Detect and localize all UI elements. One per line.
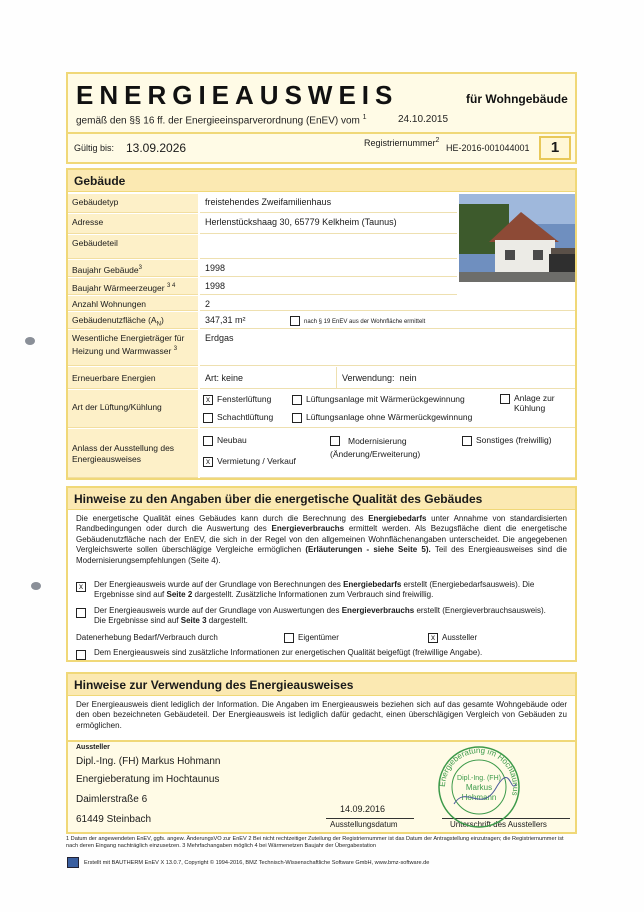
area-note-checkbox[interactable] <box>290 316 300 326</box>
certificate-title-suffix: für Wohngebäude <box>466 92 568 106</box>
usable-area-row <box>200 312 575 329</box>
registration-number: HE-2016-001044001 <box>446 143 530 153</box>
vent-window[interactable]: x Fensterlüftung <box>203 394 271 405</box>
reason-modernization[interactable]: Modernisierung (Änderung/Erweiterung) <box>330 436 421 459</box>
renewables-type-value: keine <box>221 373 244 383</box>
issuer-label: Aussteller <box>76 744 110 751</box>
usable-area-value: 347,31 m² <box>205 315 246 325</box>
heater-year-value: 1998 <box>200 278 457 295</box>
building-section <box>66 168 577 480</box>
renewables-label: Erneuerbare Energien <box>68 367 198 389</box>
building-type-label: Gebäudetyp <box>68 194 198 213</box>
renewables-divider <box>336 367 337 389</box>
renewables-row <box>200 367 575 389</box>
issuer-block <box>66 742 577 834</box>
signature-label: Unterschrift des Ausstellers <box>450 820 547 829</box>
issuer-city: 61449 Steinbach <box>76 814 152 825</box>
heater-year-label: Baujahr Wärmeerzeuger $^{3 4}$ <box>68 278 198 295</box>
software-logo-icon <box>67 857 79 868</box>
data-collection-label: Datenerhebung Bedarf/Verbrauch durch <box>76 633 218 642</box>
usage-text: Der Energieausweis dient lediglich der Information. Die Angaben im Energieausweis beziehen sich auf das gesamte Wohngebäude oder den oben bezeichneten Gebäudeteil. Der Energieausweis ist lediglich dafür gedacht, einen überschlägigen Vergleich von Gebäuden zu ermöglichen. <box>76 700 567 730</box>
stamp-name-1: Dipl.-Ing. (FH) <box>457 775 501 782</box>
construction-year-label: Baujahr Gebäude$^3$ <box>68 260 198 277</box>
stamp-name-2: Markus <box>465 783 493 792</box>
address-label: Adresse <box>68 214 198 234</box>
issue-date-line <box>326 818 414 819</box>
certificate-title: ENERGIEAUSWEIS <box>76 80 399 110</box>
units-value: 2 <box>200 296 575 311</box>
vent-cooling[interactable]: Anlage zur Kühlung <box>500 393 570 413</box>
building-type-value: freistehendes Zweifamilienhaus <box>200 194 457 213</box>
usage-title: Hinweise zur Verwendung des Energieausweises <box>68 674 575 696</box>
enev-date: 24.10.2015 <box>398 114 449 125</box>
certificate-header <box>66 72 577 134</box>
issue-date: 14.09.2016 <box>340 804 386 814</box>
hints-section: Hinweise zu den Angaben über die energetische Qualität des Gebäudes Die energetische Qualität eines Gebäudes kann durch die Berechnung des Energiebedarfs unter Annahme von standardisierten Randbedingungen oder durch die Auswertung des Energieverbrauchs ermittelt werden. Als Bezugsfläche dient die energetische Gebäudenutzfläche nach der EnEV, die sich in der Regel von den allgemeinen Wohnflächenangaben unterscheidet. Die angegebenen Vergleichswerte sollen überschlägige Vergleiche ermöglichen (Erläuterungen - siehe Seite 5). Teil des Energieausweises sind die Modernisierungsempfehlungen (Seite 4). x Der Energieausweis wurde auf der Grundlage von Berechnungen des Energiebedarfs erstellt (Energiebedarfsausweis). Die Ergebnisse sind auf Seite 2 dargestellt. Zusätzliche Informationen zum Verbrauch sind freiwillig. Der Energieausweis wurde auf der Grundlage von Auswertungen des Energieverbrauchs erstellt (Energieverbrauchsausweis). Die Ergebnisse sind auf Seite 3 dargestellt. Datenerhebung Bedarf/Verbrauch durch Eigentümer x Aussteller Dem Energieausweis sind zusätzliche Informationen zur energetischen Qualität beigefügt (freiwillige Angabe). <box>66 486 577 662</box>
building-part-value <box>200 235 457 259</box>
usage-section <box>66 672 577 742</box>
reason-rent-sale[interactable]: x Vermietung / Verkauf <box>203 456 296 467</box>
stamp-ring-text: Energieberatung im Hochtaunus <box>437 745 521 797</box>
ventilation-options <box>200 390 575 428</box>
valid-until-value: 13.09.2026 <box>126 141 187 155</box>
stamp-name-3: Hohmann <box>461 793 497 802</box>
vent-shaft[interactable]: Schachtlüftung <box>203 412 273 423</box>
vent-without-recovery[interactable]: Lüftungsanlage ohne Wärmerückgewinnung <box>292 412 472 423</box>
issue-reason-options <box>200 429 575 478</box>
renewables-use: Verwendung: nein <box>342 373 417 383</box>
building-section-title: Gebäude <box>68 170 575 192</box>
units-label: Anzahl Wohnungen <box>68 296 198 311</box>
area-note: nach § 19 EnEV aus der Wohnfläche ermittelt <box>290 315 425 326</box>
address-value: Herlenstückshaag 30, 65779 Kelkheim (Taunus) <box>200 214 457 234</box>
data-issuer[interactable]: x Aussteller <box>428 633 477 643</box>
issuer-name: Dipl.-Ing. (FH) Markus Hohmann <box>76 756 221 767</box>
issuer-street: Daimlerstraße 6 <box>76 794 148 805</box>
issuer-company: Energieberatung im Hochtaunus <box>76 774 220 785</box>
punch-hole-top <box>25 337 35 345</box>
issuer-stamp <box>436 744 522 830</box>
issue-reason-label: Anlass der Ausstellung des Energieausweises <box>68 429 198 478</box>
vent-with-recovery[interactable]: Lüftungsanlage mit Wärmerückgewinnung <box>292 394 465 405</box>
registration-label: Registriernummer$^2$ <box>364 137 440 148</box>
validity-row <box>66 134 577 164</box>
punch-hole-bottom <box>31 582 41 590</box>
valid-until-label: Gültig bis: <box>74 143 115 153</box>
reason-other[interactable]: Sonstiges (freiwillig) <box>462 435 552 446</box>
building-photo <box>459 194 575 282</box>
construction-year-value: 1998 <box>200 260 457 277</box>
issue-date-label: Ausstellungsdatum <box>330 820 398 829</box>
certificate-subtitle: gemäß den §§ 16 ff. der Energieeinsparverordnung (EnEV) vom $^1$ <box>76 114 367 127</box>
energy-carrier-value: Erdgas <box>200 330 575 366</box>
footnotes: 1 Datum der angewendeten EnEV, ggfs. angew. ÄnderungsVO zur EnEV 2 Bei nicht rechtzeitiger Zuteilung der Registriernummer ist das Datum der Antragstellung einzutragen; die Registriernummer ist nach deren Eingang nachträglich einzusetzen. 3 Mehrfachangaben möglich 4 bei Wärmenetzen Baujahr der Übergabestation <box>66 836 564 849</box>
reason-new-build[interactable]: Neubau <box>203 435 247 446</box>
data-owner[interactable]: Eigentümer <box>284 633 339 643</box>
hints-title: Hinweise zu den Angaben über die energetische Qualität des Gebäudes <box>68 488 575 510</box>
software-credit: Erstellt mit BAUTHERM EnEV X 13.0.7, Copyright © 1994-2016, BMZ Technisch-Wissenschaftliche Software GmbH, www.bmz-software.de <box>84 860 430 866</box>
page-number: 1 <box>539 136 571 160</box>
energy-carrier-label: Wesentliche Energieträger für Heizung und Warmwasser $^3$ <box>68 330 198 366</box>
building-part-label: Gebäudeteil <box>68 235 198 259</box>
hints-intro: Die energetische Qualität eines Gebäudes kann durch die Berechnung des Energiebedarfs unter Annahme von standardisierten Randbedingungen oder durch die Auswertung des Energieverbrauchs ermittelt werden. Als Bezugsfläche dient die energetische Gebäudenutzfläche nach der EnEV, die sich in der Regel von den allgemeinen Wohnflächenangaben unterscheidet. Die angegebenen Vergleichswerte sollen überschlägige Vergleiche ermöglichen (Erläuterungen - siehe Seite 5). Teil des Energieausweises sind die Modernisierungsempfehlungen (Seite 4). <box>76 514 567 565</box>
usable-area-label: Gebäudenutzfläche $(A_N)$ <box>68 312 198 329</box>
ventilation-label: Art der Lüftung/Kühlung <box>68 390 198 428</box>
renewables-type-label: Art: <box>205 373 220 383</box>
data-collection-row <box>76 633 566 643</box>
